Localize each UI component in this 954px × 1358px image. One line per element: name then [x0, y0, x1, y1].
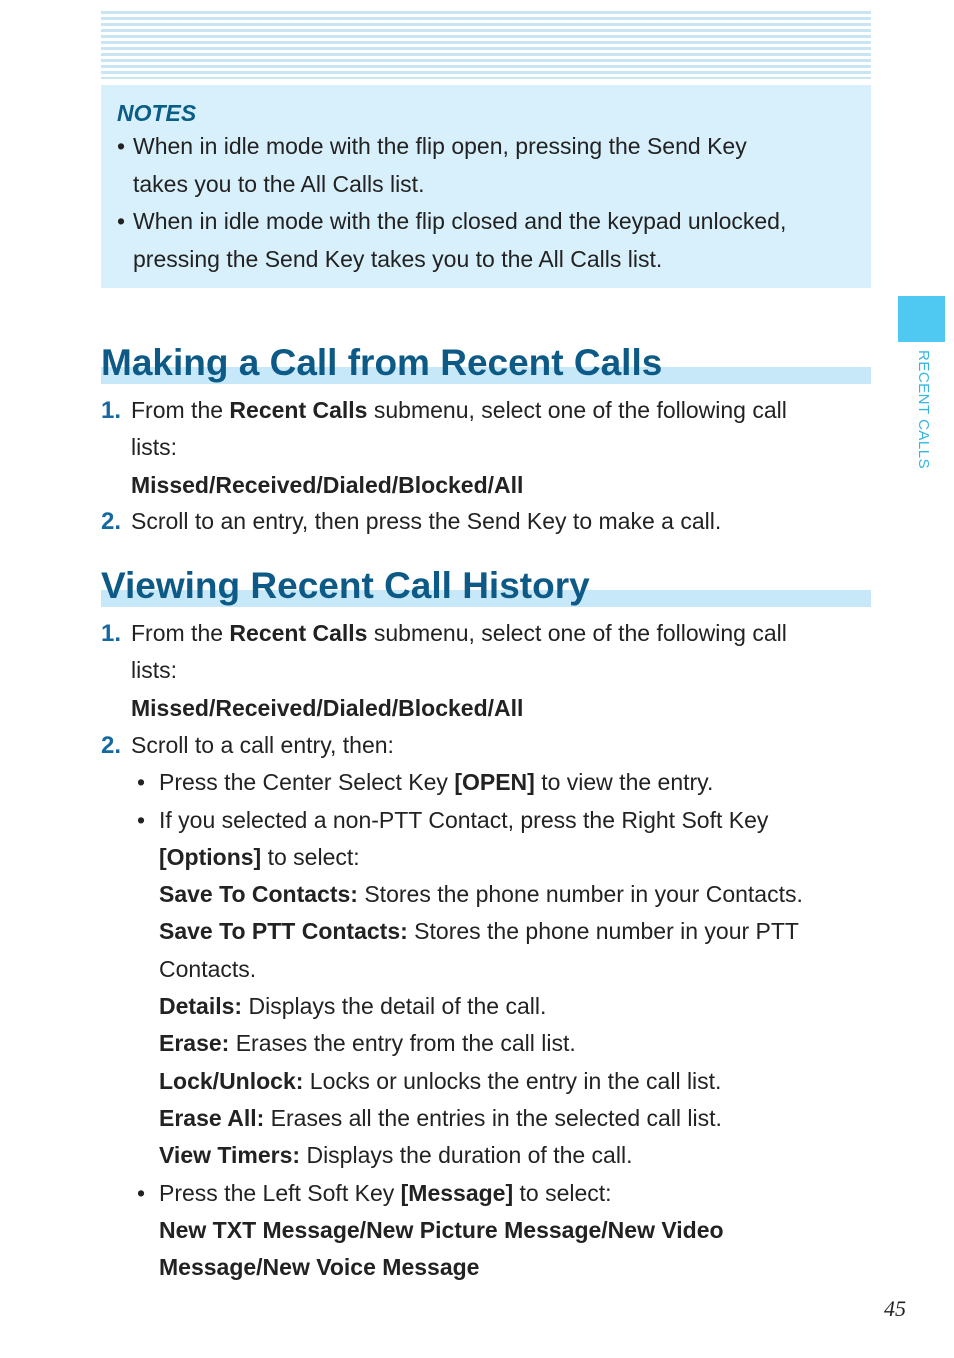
step-text-cont: lists:: [131, 434, 177, 461]
bullet-open: [137, 764, 861, 801]
bullet-icon: •: [117, 208, 126, 234]
text-span: From the: [131, 397, 230, 423]
note-item: [117, 128, 855, 203]
options-key-label: [Options]: [159, 843, 262, 870]
option-desc: Stores the phone number in your PTT: [407, 918, 799, 945]
option-item: [159, 1100, 861, 1137]
option-term: Erase All:: [159, 1104, 265, 1131]
step-2: [101, 727, 861, 1286]
recent-calls-term: Recent Calls: [229, 397, 368, 423]
open-key-label: [OPEN]: [454, 769, 535, 796]
option-desc: Erases the entry from the call list.: [229, 1030, 576, 1057]
note-item: [117, 203, 855, 278]
note-line: When in idle mode with the flip closed and the keypad unlocked,: [133, 208, 787, 234]
option-item: [159, 1063, 861, 1100]
bullet-icon: •: [137, 1179, 146, 1206]
note-line: takes you to the All Calls list.: [133, 170, 425, 197]
bullet-options: [137, 802, 861, 1175]
option-term: Save To PTT Contacts:: [159, 918, 408, 945]
step-number: 1.: [101, 397, 122, 424]
option-desc: Erases all the entries in the selected call list.: [264, 1104, 722, 1131]
page-number: 45: [884, 1296, 906, 1321]
call-list-options: Missed/Received/Dialed/Blocked/All: [131, 471, 524, 498]
section-heading-making-call: [101, 340, 871, 384]
option-item: [159, 1137, 861, 1174]
step-text: [131, 615, 861, 652]
step-text: Scroll to a call entry, then:: [131, 732, 394, 758]
call-list-options: Missed/Received/Dialed/Blocked/All: [131, 694, 524, 721]
text-span: From the: [131, 620, 230, 646]
option-term: View Timers:: [159, 1142, 301, 1169]
message-options: New TXT Message/New Picture Message/New Video: [159, 1216, 724, 1243]
option-desc: Displays the duration of the call.: [300, 1142, 633, 1169]
step-1: [101, 615, 861, 727]
text-line: If you selected a non-PTT Contact, press the Right Soft Key: [159, 806, 769, 833]
section-title: Viewing Recent Call History: [101, 565, 590, 606]
notes-box: [101, 85, 871, 288]
text-span: Press the Left Soft Key: [159, 1179, 401, 1206]
option-desc: Displays the detail of the call.: [242, 993, 547, 1020]
bullet-icon: •: [137, 806, 146, 833]
option-item: [159, 876, 861, 913]
note-line: When in idle mode with the flip open, pressing the Send Key: [133, 133, 747, 159]
option-term: Save To Contacts:: [159, 881, 358, 908]
text-line: [159, 839, 861, 876]
option-desc: Stores the phone number in your Contacts.: [357, 881, 803, 908]
section-title: Making a Call from Recent Calls: [101, 342, 663, 383]
section-heading-viewing-history: [101, 563, 871, 607]
text-span: to view the entry.: [534, 769, 714, 796]
text-span: submenu, select one of the following call: [367, 397, 787, 423]
option-item: [159, 913, 861, 950]
recent-calls-term: Recent Calls: [229, 620, 368, 646]
option-term: Lock/Unlock:: [159, 1067, 304, 1094]
header-stripes: [101, 11, 871, 79]
option-term: Erase:: [159, 1030, 230, 1057]
text-span: to select:: [261, 843, 360, 870]
bullet-message: [137, 1175, 861, 1287]
option-desc: Locks or unlocks the entry in the call list.: [303, 1067, 722, 1094]
step-2: [101, 503, 861, 540]
message-options: Message/New Voice Message: [159, 1254, 480, 1281]
chapter-tab: [898, 296, 945, 342]
option-item: [159, 988, 861, 1025]
step-number: 2.: [101, 508, 122, 535]
step-text-cont: lists:: [131, 657, 177, 684]
note-line: pressing the Send Key takes you to the All Calls list.: [133, 245, 663, 272]
bullet-icon: •: [137, 769, 146, 796]
text-span: Press the Center Select Key: [159, 769, 455, 796]
step-number: 1.: [101, 620, 122, 647]
step-1: [101, 392, 861, 504]
bullet-icon: •: [117, 133, 126, 159]
step-number: 2.: [101, 732, 122, 759]
option-desc-cont: Contacts.: [159, 955, 257, 982]
option-term: Details:: [159, 993, 243, 1020]
notes-title: NOTES: [117, 100, 197, 126]
text-span: to select:: [513, 1179, 612, 1206]
message-key-label: [Message]: [400, 1179, 514, 1206]
chapter-label: RECENT CALLS: [915, 350, 932, 470]
text-line: [159, 1175, 861, 1212]
step-text: Scroll to an entry, then press the Send Key to make a call.: [131, 508, 722, 534]
text-span: submenu, select one of the following call: [367, 620, 787, 646]
option-item: [159, 1025, 861, 1062]
step-text: [131, 392, 861, 429]
